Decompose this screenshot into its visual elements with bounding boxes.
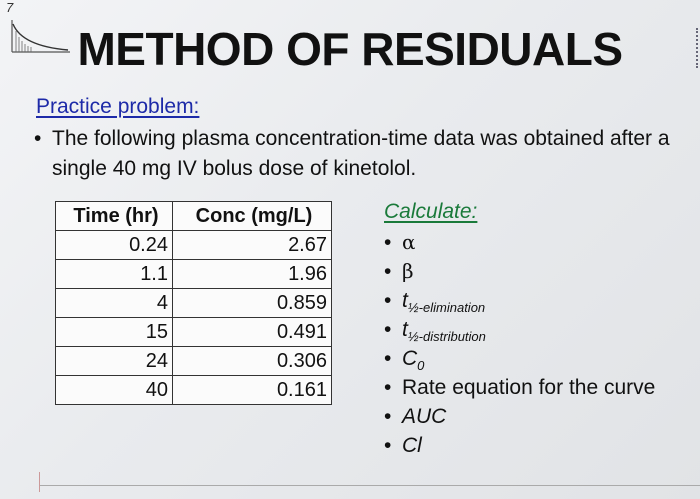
time-cell: 15: [56, 318, 173, 347]
concentration-time-table: [55, 201, 332, 405]
bullet-icon: •: [384, 376, 392, 399]
footer-divider: [40, 485, 700, 486]
list-item: [384, 402, 655, 431]
t-half-elim-subscript: ½-elimination: [407, 300, 486, 315]
conc-cell: 1.96: [173, 260, 332, 289]
practice-problem-heading: Practice problem:: [36, 95, 200, 118]
column-header-time: Time (hr): [56, 202, 173, 231]
conc-cell: 2.67: [173, 231, 332, 260]
t-half-dist-label: t: [402, 318, 408, 341]
list-item: [384, 315, 655, 344]
bullet-icon: •: [384, 434, 392, 457]
calculate-heading: Calculate:: [384, 200, 478, 223]
table-row: [56, 289, 332, 318]
bullet-icon: •: [384, 289, 392, 312]
c0-subscript: 0: [417, 358, 425, 373]
auc-label: AUC: [402, 405, 447, 428]
problem-text: The following plasma concentration-time data was obtained after a single 40 mg IV bolus dose of kinetolol.: [52, 127, 670, 180]
time-cell: 24: [56, 347, 173, 376]
list-item: [384, 373, 655, 402]
list-item: [384, 431, 655, 460]
time-cell: 40: [56, 376, 173, 405]
time-cell: 1.1: [56, 260, 173, 289]
bullet-icon: •: [384, 347, 392, 370]
slide-number: 7: [6, 0, 14, 15]
time-cell: 4: [56, 289, 173, 318]
conc-cell: 0.161: [173, 376, 332, 405]
conc-cell: 0.306: [173, 347, 332, 376]
c0-label: C: [402, 347, 418, 370]
list-item: [384, 286, 655, 315]
t-half-dist-subscript: ½-distribution: [407, 329, 486, 344]
calculate-list: [384, 228, 655, 460]
slide-edge-marker: [694, 28, 698, 68]
time-cell: 0.24: [56, 231, 173, 260]
bullet-icon: •: [384, 231, 392, 254]
beta-label: β: [402, 259, 414, 283]
list-item: [384, 344, 655, 373]
table-row: [56, 376, 332, 405]
rate-equation-label: Rate equation for the curve: [402, 376, 656, 399]
table-header-row: [56, 202, 332, 231]
conc-cell: 0.491: [173, 318, 332, 347]
list-item: [384, 257, 655, 286]
conc-cell: 0.859: [173, 289, 332, 318]
footer-mark: [39, 472, 40, 492]
bullet-icon: •: [384, 405, 392, 428]
table-row: [56, 260, 332, 289]
list-item: [384, 228, 655, 257]
t-half-elim-label: t: [402, 289, 408, 312]
table-row: [56, 231, 332, 260]
bullet-icon: •: [34, 127, 42, 150]
bullet-icon: •: [384, 260, 392, 283]
table-row: [56, 318, 332, 347]
table-row: [56, 347, 332, 376]
problem-statement: [34, 124, 674, 184]
column-header-conc: Conc (mg/L): [173, 202, 332, 231]
slide-title: METHOD OF RESIDUALS: [77, 23, 623, 75]
bullet-icon: •: [384, 318, 392, 341]
cl-label: Cl: [402, 434, 422, 457]
alpha-label: α: [402, 230, 416, 254]
